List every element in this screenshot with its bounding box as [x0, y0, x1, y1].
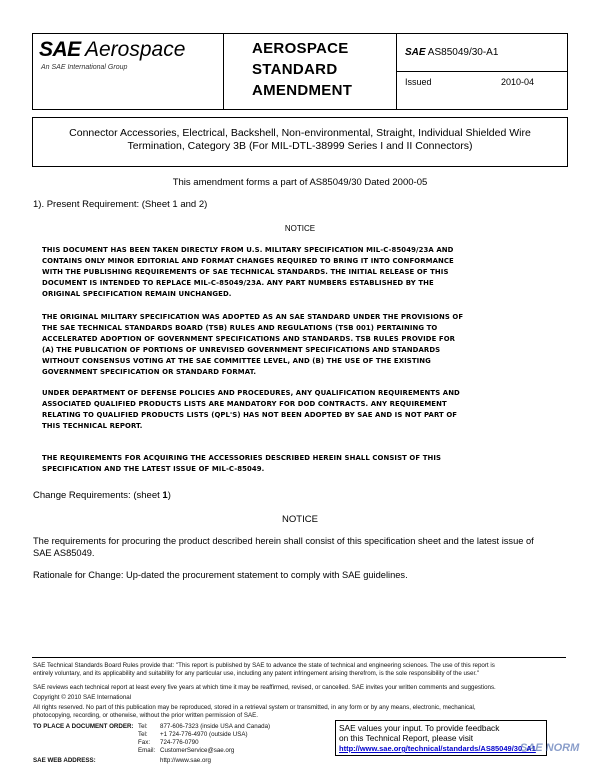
- doc-type-line-1: AEROSPACE: [252, 40, 349, 57]
- notice-p2-line: WITHOUT CONSENSUS VOTING AT THE SAE COMMITTEE LEVEL, AND (B) THE USE OF THE EXISTING: [42, 357, 431, 365]
- notice-p3-line: THIS TECHNICAL REPORT.: [42, 422, 143, 430]
- contact-label: Fax:: [138, 739, 151, 746]
- title-line-1: Connector Accessories, Electrical, Backshell, Non-environmental, Straight, Individual Shielded Wire: [69, 127, 531, 139]
- contact-label: Tel:: [138, 731, 148, 738]
- issued-date: 2010-04: [501, 77, 535, 87]
- notice-p2-line: GOVERNMENT SPECIFICATION OR STANDARD FORMAT.: [42, 368, 257, 376]
- logo-tagline: An SAE International Group: [41, 64, 128, 71]
- change-requirements: [33, 490, 171, 501]
- change-suffix: ): [167, 490, 171, 501]
- requirement-line-1: The requirements for procuring the product described herein shall consist of this specification sheet and the latest issue of: [33, 536, 534, 546]
- doc-number-row: [397, 34, 567, 72]
- change-sheet-number: 1: [162, 490, 168, 501]
- notice-p1-line: WITH THE PUBLISHING REQUIREMENTS OF SAE TECHNICAL STANDARDS. THE INITIAL RELEASE OF THIS: [42, 268, 449, 276]
- title-block: [32, 117, 568, 167]
- footer-review: SAE reviews each technical report at least every five years at which time it may be reaffirmed, revised, or cancelled. SAE invites your written comments and suggestions.: [33, 684, 496, 691]
- change-prefix: Change Requirements: (sheet: [33, 490, 163, 501]
- doc-number-value: AS85049/30-A1: [427, 47, 499, 58]
- notice-p2-line: ACCELERATED ADOPTION OF GOVERNMENT SPECIFICATIONS AND STANDARDS. TSB RULES PROVIDE FOR: [42, 335, 456, 343]
- contact-value: 724-776-0790: [160, 739, 199, 746]
- notice-2-heading: NOTICE: [282, 514, 318, 525]
- feedback-line-1: SAE values your input. To provide feedback: [339, 723, 500, 733]
- notice-p3-line: RELATING TO QUALIFIED PRODUCTS LISTS (QPL'S) HAS NOT BEEN ADOPTED BY SAE AND IS NOT PART OF: [42, 411, 458, 419]
- doc-id-cell: [397, 34, 567, 109]
- notice-p2-line: THE ORIGINAL MILITARY SPECIFICATION WAS ADOPTED AS AN SAE STANDARD UNDER THE PROVISIONS OF: [42, 313, 464, 321]
- feedback-box: [335, 720, 547, 756]
- notice-p3-line: UNDER DEPARTMENT OF DEFENSE POLICIES AND PROCEDURES, ANY QUALIFICATION REQUIREMENTS AND: [42, 389, 460, 397]
- notice-p3-line: ASSOCIATED QUALIFIED PRODUCTS LISTS ARE MANDATORY FOR DOD CONTRACTS. ANY REQUIREMENT: [42, 400, 447, 408]
- doc-type-line-2: STANDARD: [252, 61, 338, 78]
- header-box: [32, 33, 568, 110]
- contact-email[interactable]: CustomerService@sae.org: [160, 747, 235, 754]
- feedback-line-2: on this Technical Report, please visit: [339, 733, 474, 743]
- aerospace-logo-text: Aerospace: [85, 38, 186, 61]
- requirement-line-2: SAE AS85049.: [33, 548, 95, 558]
- doc-type-line-3: AMENDMENT: [252, 82, 353, 99]
- issued-label: Issued: [405, 77, 432, 87]
- footer-rules-line-2: entirely voluntary, and its applicability and suitability for any particular use, including any patent infringement arising therefrom, is the sole responsibility of the user.": [33, 670, 480, 677]
- doc-number-sae: SAE: [405, 47, 426, 58]
- watermark: SAE NORM: [520, 742, 580, 754]
- title-line-2: Termination, Category 3B (For MIL-DTL-38999 Series I and II Connectors): [127, 140, 473, 152]
- footer-rights-line-1: All rights reserved. No part of this publication may be reproduced, stored in a retrieval system or transmitted, in any form or by any means, electronic, mechanical,: [33, 704, 476, 711]
- doc-number: [405, 47, 498, 58]
- contact-value: +1 724-776-4970 (outside USA): [160, 731, 248, 738]
- rationale: Rationale for Change: Up-dated the procurement statement to comply with SAE guidelines.: [33, 570, 408, 580]
- order-label: TO PLACE A DOCUMENT ORDER:: [33, 723, 134, 730]
- notice-p1-line: ORIGINAL SPECIFICATION REMAIN UNCHANGED.: [42, 290, 232, 298]
- footer-rights-line-2: photocopying, recording, or otherwise, without the prior written permission of SAE.: [33, 712, 258, 719]
- notice-p1-line: THIS DOCUMENT HAS BEEN TAKEN DIRECTLY FROM U.S. MILITARY SPECIFICATION MIL-C-85049/23A AND: [42, 246, 454, 254]
- intro-statement: This amendment forms a part of AS85049/30 Dated 2000-05: [172, 177, 428, 188]
- contact-label: Email:: [138, 747, 156, 754]
- web-address-label: SAE WEB ADDRESS:: [33, 757, 96, 764]
- feedback-link[interactable]: http://www.sae.org/technical/standards/AS85049/30_A1: [339, 744, 536, 753]
- footer-copyright: Copyright © 2010 SAE International: [33, 694, 132, 701]
- contact-label: Tel:: [138, 723, 148, 730]
- notice-heading: NOTICE: [284, 224, 316, 233]
- notice-p4-line: SPECIFICATION AND THE LATEST ISSUE OF MIL-C-85049.: [42, 465, 265, 473]
- notice-p2-line: THE SAE TECHNICAL STANDARDS BOARD (TSB) RULES AND REGULATIONS (TSB 001) PERTAINING TO: [42, 324, 438, 332]
- notice-p2-line: (A) THE PUBLICATION OF PORTIONS OF UNREVISED GOVERNMENT SPECIFICATIONS AND STANDARDS: [42, 346, 441, 354]
- notice-p4-line: THE REQUIREMENTS FOR ACQUIRING THE ACCESSORIES DESCRIBED HEREIN SHALL CONSIST OF THIS: [42, 454, 442, 462]
- sae-logo: SAE: [39, 38, 81, 61]
- web-address-link[interactable]: http://www.sae.org: [160, 757, 211, 764]
- document-type-cell: [224, 34, 397, 109]
- contact-value: 877-606-7323 (inside USA and Canada): [160, 723, 271, 730]
- notice-p1-line: CONTAINS ONLY MINOR EDITORIAL AND FORMAT CHANGES REQUIRED TO BRING IT INTO CONFORMANCE: [42, 257, 454, 265]
- footer-divider: [32, 657, 566, 658]
- notice-p1-line: DOCUMENT IS INTENDED TO REPLACE MIL-C-85049/23A. ANY PART NUMBERS ESTABLISHED BY THE: [42, 279, 434, 287]
- footer-rules-line-1: SAE Technical Standards Board Rules provide that: "This report is published by SAE to advance the state of technical and engineering sciences. The use of this report is: [33, 662, 495, 669]
- logo-cell: [33, 34, 224, 109]
- present-requirement: 1). Present Requirement: (Sheet 1 and 2): [33, 199, 208, 210]
